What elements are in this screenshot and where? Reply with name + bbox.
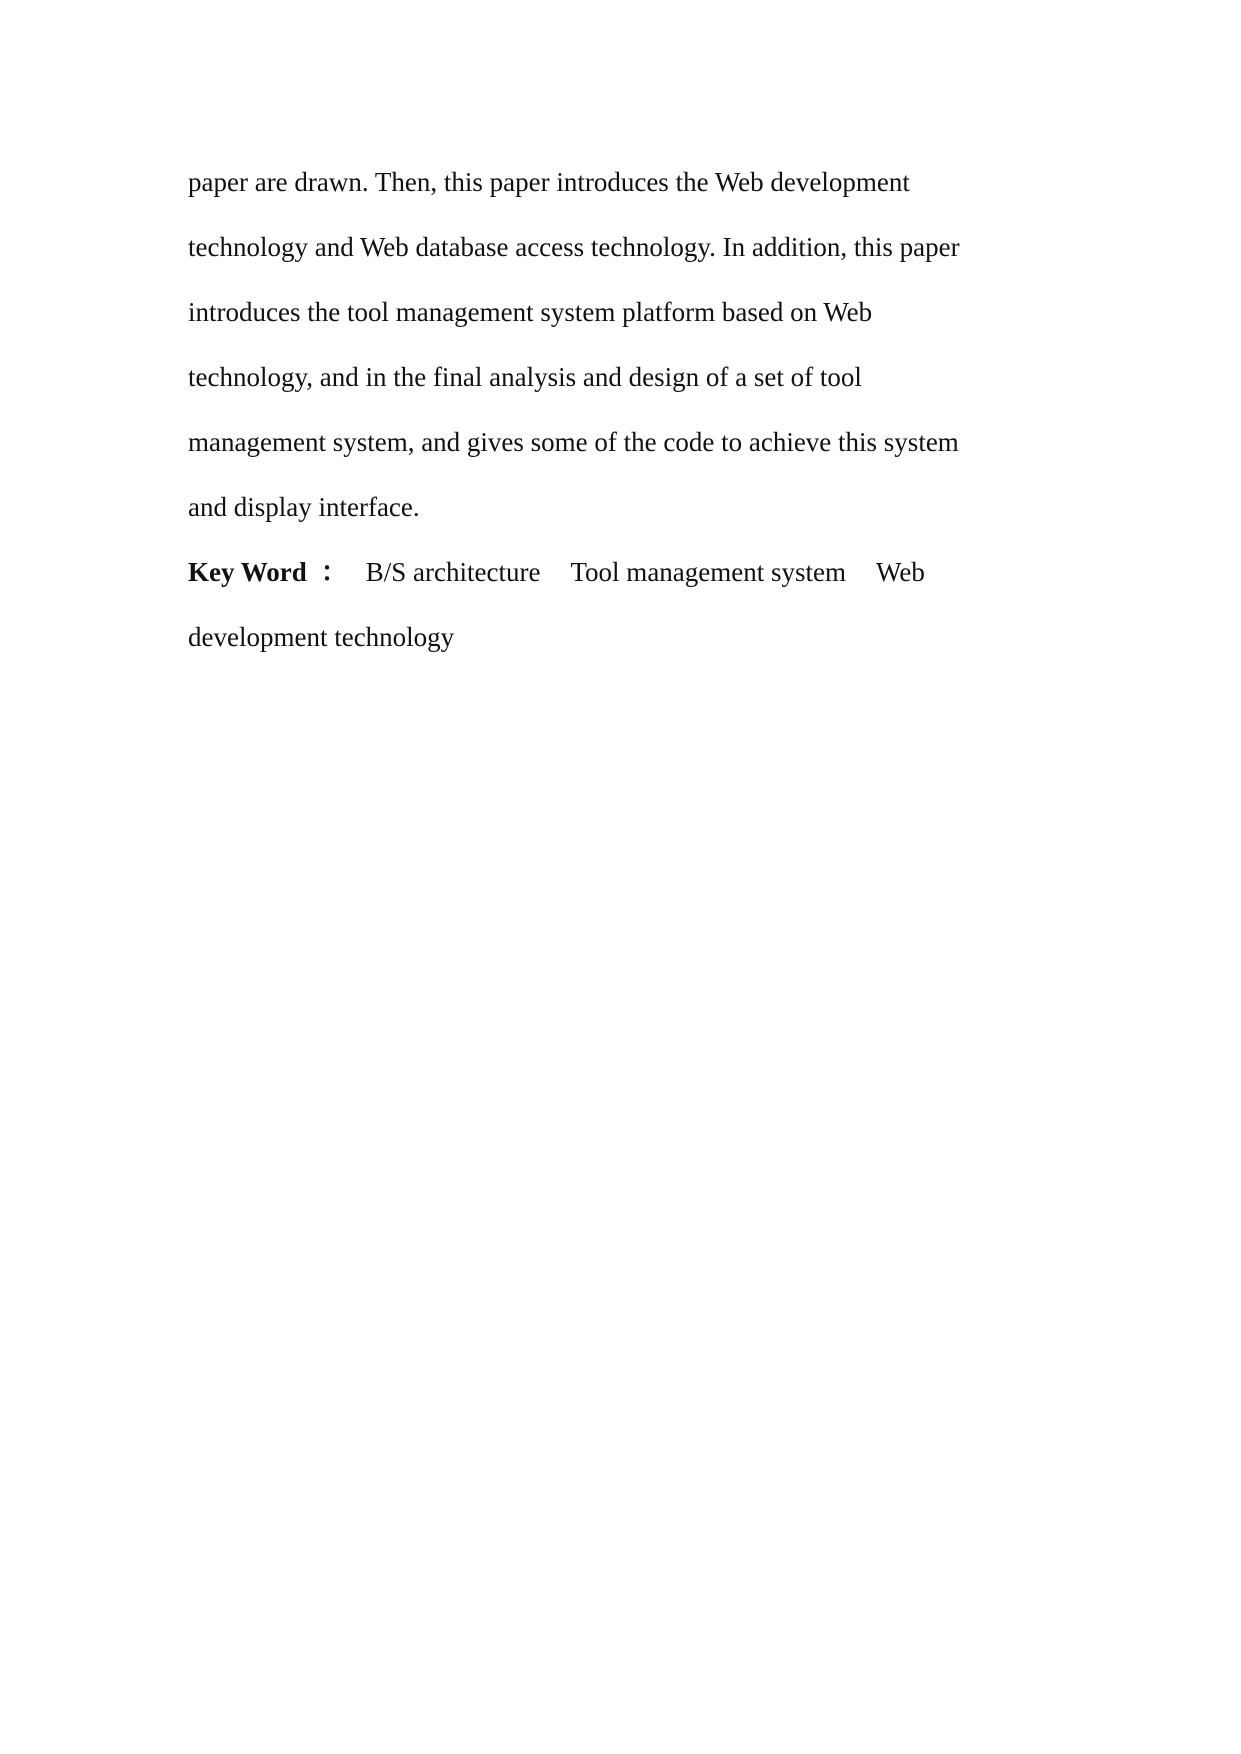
- keywords-continuation: development technology: [188, 622, 455, 652]
- keyword-term: Web: [876, 557, 925, 587]
- abstract-body: [188, 150, 1068, 670]
- abstract-line: technology, and in the final analysis and design of a set of tool: [188, 362, 862, 392]
- keywords-line: [188, 540, 1068, 605]
- keywords-label: Key Word: [188, 557, 307, 587]
- abstract-line: management system, and gives some of the code to achieve this system: [188, 427, 959, 457]
- keyword-term: Tool management system: [570, 557, 847, 587]
- abstract-line: and display interface.: [188, 492, 420, 522]
- abstract-line: paper are drawn. Then, this paper introduces the Web development: [188, 167, 910, 197]
- keyword-term: B/S architecture: [365, 557, 541, 587]
- abstract-line: technology and Web database access technology. In addition, this paper: [188, 232, 960, 262]
- keywords-colon: ：: [320, 557, 348, 587]
- abstract-line: introduces the tool management system platform based on Web: [188, 297, 873, 327]
